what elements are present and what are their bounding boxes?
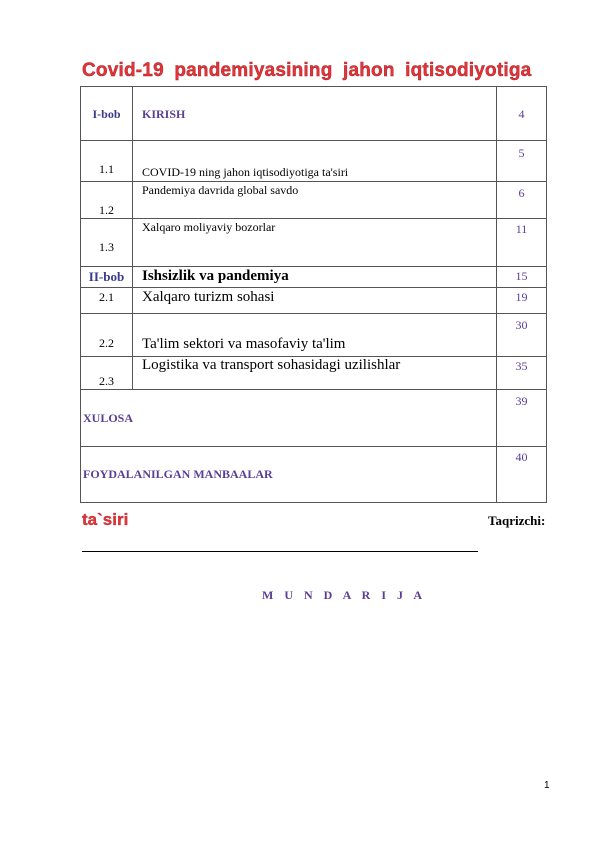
toc-row-title: Ta'lim sektori va masofaviy ta'lim <box>133 314 497 357</box>
page-number: 1 <box>544 780 550 791</box>
toc-row <box>81 219 547 267</box>
document-title-continued: ta`siri <box>82 510 129 529</box>
toc-row-number: II-bob <box>81 267 133 288</box>
toc-row-number: 1.1 <box>81 141 133 182</box>
table-of-contents <box>80 86 547 503</box>
toc-row-page: 19 <box>497 288 547 314</box>
toc-row-title: Pandemiya davrida global savdo <box>133 182 497 219</box>
toc-row-title: KIRISH <box>133 87 497 141</box>
toc-row-title: Logistika va transport sohasidagi uzilishlar <box>133 357 497 390</box>
toc-row <box>81 267 547 288</box>
toc-row-page: 11 <box>497 219 547 267</box>
toc-row-title: COVID-19 ning jahon iqtisodiyotiga ta'siri <box>133 141 497 182</box>
toc-row-page: 30 <box>497 314 547 357</box>
toc-row <box>81 141 547 182</box>
document-title: Covid-19 pandemiyasining jahon iqtisodiyotiga <box>82 60 532 81</box>
toc-row-number: 1.3 <box>81 219 133 267</box>
toc-row-number: 1.2 <box>81 182 133 219</box>
toc-row-page: 40 <box>497 447 547 503</box>
toc-row <box>81 447 547 503</box>
toc-row-page: 15 <box>497 267 547 288</box>
toc-row-number: I-bob <box>81 87 133 141</box>
toc-row-page: 6 <box>497 182 547 219</box>
toc-row <box>81 87 547 141</box>
toc-row-page: 4 <box>497 87 547 141</box>
reviewer-label: Taqrizchi: <box>488 513 546 528</box>
toc-row-page: 39 <box>497 390 547 447</box>
toc-heading: M U N D A R I J A <box>262 588 427 602</box>
toc-row-number: 2.3 <box>81 357 133 390</box>
toc-row-title: XULOSA <box>81 390 497 447</box>
toc-row <box>81 357 547 390</box>
toc-row <box>81 390 547 447</box>
toc-row <box>81 288 547 314</box>
toc-row-number: 2.1 <box>81 288 133 314</box>
toc-row-title: Ishsizlik va pandemiya <box>133 267 497 288</box>
toc-row-title: Xalqaro turizm sohasi <box>133 288 497 314</box>
toc-row <box>81 314 547 357</box>
toc-row-title: FOYDALANILGAN MANBAALAR <box>81 447 497 503</box>
toc-row <box>81 182 547 219</box>
toc-row-page: 35 <box>497 357 547 390</box>
signature-line <box>82 551 478 552</box>
toc-row-number: 2.2 <box>81 314 133 357</box>
toc-row-page: 5 <box>497 141 547 182</box>
toc-row-title: Xalqaro moliyaviy bozorlar <box>133 219 497 267</box>
